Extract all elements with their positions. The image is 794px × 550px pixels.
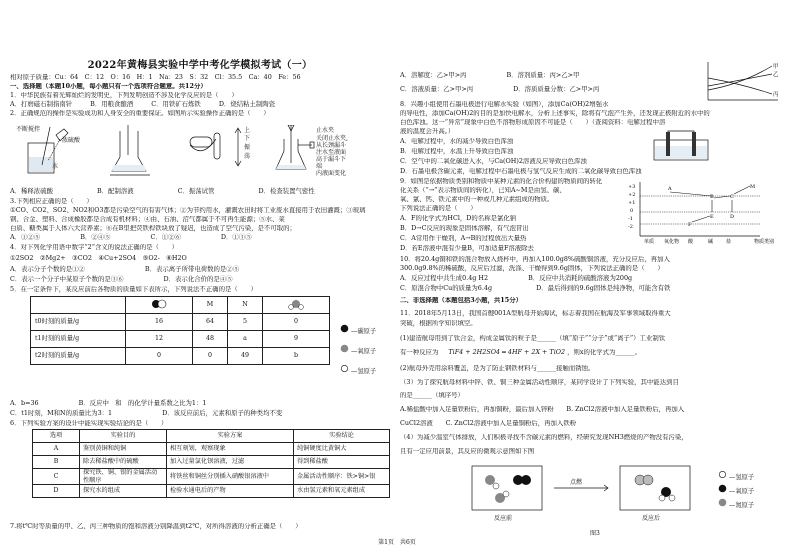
q11-legend-n [718, 498, 754, 512]
reaction-before-label: 反应前 [494, 515, 513, 522]
nitrogen-atom-icon [718, 498, 727, 507]
q11-legend-o [718, 484, 754, 498]
q10-options-ab [400, 275, 784, 283]
reaction-after-label: 反应后 [642, 515, 661, 522]
q5-header-n: N [227, 297, 262, 314]
q9-line-1: 9．如图是依据物质类别和物质中某种元素的化合价构建的物质间的转化 [400, 178, 603, 185]
graph-label-bing: 丙 [773, 92, 779, 98]
q3-option-a: A．①②⑤ [10, 233, 41, 241]
q5-header-row [31, 297, 330, 314]
q11-legend [718, 470, 754, 512]
product-molecules [635, 475, 675, 501]
section-2-heading: 二、非选择题（本题包括3小题，共15分） [400, 297, 522, 304]
q9-option-b: B．D→C反应的现象是固体溶解，有气泡冒出 [400, 225, 529, 232]
shake-figure [180, 125, 264, 185]
valence-tick: -2 [628, 224, 633, 230]
q5-option-d: D．该反应前后，元素和原子的种类均不变 [162, 409, 283, 417]
q10-options-cd [400, 285, 784, 293]
q11-part-2: (2)航母外壳用涂料覆盖，是为了防止钢铁材料与______接触而锈蚀。 [400, 365, 595, 372]
q3-line-3: 白质、糖类属于人体六大营养素；⑥在B里把荧铁桿铁块放了疑迟，也造成了空气污染，是不可取的； [10, 225, 296, 232]
q6-row-d [33, 485, 390, 498]
q11-part-3: （3）为了探究航母材料中锌、铁、铜三种金属活动性顺序，某同学设计了下列实验，其中能达到目 [400, 379, 679, 386]
q8-option-c: C．空气中的二氧化碳进入水，与Ca(OH)2溶液反应导致白色浑浊 [400, 158, 587, 165]
q11-part-1-suffix: ，则x的化学式为______。 [567, 349, 642, 356]
q9-option-d: D．若E溶液中混有少量B，可加适量F溶液除去 [400, 245, 534, 252]
graph-label-yi: 乙 [773, 72, 779, 78]
class-label: 单质 [644, 239, 655, 245]
q1-option-d: D．烧结粘土制陶瓷 [218, 100, 276, 108]
q5-legend-carbon [340, 322, 376, 342]
figure-caption: 图3 [590, 530, 600, 537]
oxygen-atom-icon [718, 484, 727, 493]
valence-class-diagram [626, 178, 778, 248]
q6-cell: 纯铜硬度比黄铜大 [294, 443, 390, 456]
q6-header: 选项 [33, 430, 80, 443]
q3-stem: 3.下列相应正确的是（ ） [10, 198, 93, 205]
q8-line-1: 8．兴趣小组使用石墨电极进行电解水实验（如图），添加Ca(OH)2增强水 [400, 101, 609, 108]
valence-tick: +2 [628, 192, 636, 198]
q11-legend-label: —氢原子 [729, 474, 755, 481]
q2-fig-text-14: 内液面变化 [316, 170, 347, 177]
q8-option-a: A．电解过程中，水的减少导致白色浑浊 [400, 138, 514, 145]
q5-cell: t1时刻的质量/g [31, 331, 126, 348]
q5-legend-label: —碳原子 [351, 328, 377, 335]
q2-fig-text-11: 注水至液面 [316, 149, 347, 156]
q2-fig-text-10: 从长颈漏斗 [316, 142, 347, 149]
class-label: 盐 [726, 239, 732, 245]
q11-part-1-prefix: 有一种反应为 [400, 349, 439, 356]
q2-fig-text-4: 上 [244, 127, 251, 134]
q9-line-2: 化关系（“→”表示物质间的转化），已知A~M是由氢、碳、 [400, 187, 566, 194]
q5-cell: 0 [193, 348, 228, 365]
q11-legend-h [718, 470, 754, 484]
q6-stem: 6．下列实验方案的设计中能实现实验结论的是（ ） [10, 420, 168, 427]
q10-line-1: 10．将20.4g铜和铁的混合物放入烧杯中，再加入100.0g8%硫酸铜溶液，充分反应后，再加入 [400, 256, 670, 263]
q11-part-3c: A.稀盐酸中加入足量铁粉后，再加铜粉，最后加入锌粉 B. ZnCl2溶液中加入足量铁粉后，再加入 [400, 406, 685, 413]
q7-stem: 7.将t℃时等质量的甲、乙、丙三种物质的饱和溶液分别降温到t2℃，对所得溶液的分析正确是（ ） [10, 523, 302, 530]
q5-cell: 16 [126, 314, 193, 331]
q6-header: 实验目的 [80, 430, 167, 443]
q11-part-3b: 的是______（填序号） [400, 392, 464, 399]
q11-part-3d: CuCl2溶液 C. ZnCl2溶液中加入足量铜粉后，再加入铁粉 [400, 420, 577, 427]
q5-legend-hydrogen [340, 362, 376, 382]
carbon-atom-icon [340, 324, 349, 333]
q11-part-1: (1)建造航母用到了钛合金，构成金属钛的粒子是______（填“原子”“分子”或“离子”）工业制钛 [400, 335, 666, 342]
class-label: 碱 [708, 239, 714, 245]
q5-option-b: B．反应中 和 的化学计量系数之比为1：1 [78, 399, 207, 407]
q5-cell: a [227, 331, 262, 348]
q2-fig-text-2: 浓硫酸 [62, 137, 81, 144]
page-title: 2022年黄梅县实验中学中考化学模拟考试（一） [87, 60, 313, 71]
q8-option-d: D．石墨电极含碳元素，电解过程中石墨电极与氢气反应生成的二氧化碳导致白色浑浊 [400, 168, 642, 175]
q2-option-b: B．配制溶液 [96, 187, 134, 195]
q11-part-4b: 且有一定应用前景，其反应的微观示意图如下图 [400, 448, 535, 455]
page-footer: 第1页 共6页 [378, 539, 416, 546]
q4-options-ab [10, 266, 390, 274]
q6-cell: 鉴别黄铜和纯铜 [80, 443, 167, 456]
q2-fig-text-6: 振 [244, 144, 251, 151]
q2-stem: 2．正确规范的操作是实验成功和人身安全的重要保证。如图所示实验操作正确的是（ ） [10, 110, 270, 117]
q3-options [10, 234, 390, 242]
q8-line-3: 白色浑浊。这一“异常”现象中白色不溶物形成原因不可能是（ ）（查阅资料：电解过程中溶 [400, 119, 666, 126]
q2-option-a: A．稀释浓硫酸 [10, 187, 53, 195]
q6-header: 实验方案 [167, 430, 294, 443]
q5-header-m: M [193, 297, 228, 314]
q1-option-a: A．打磨磁石制指南针 [10, 100, 73, 108]
q4-option-d: D．表示化合价的是④⑤ [163, 275, 233, 283]
q6-cell: 水由氢元素和氧元素组成 [294, 485, 390, 498]
q2-fig-text-8: 止水夹 [316, 127, 335, 134]
dilution-figure [16, 125, 86, 185]
q10-option-d: D．最后得到的9.6g固体是纯净物，可能含有铁 [536, 284, 671, 292]
q5-legend-label: —氢原子 [351, 368, 377, 375]
molecule-icon [149, 298, 169, 310]
q9-option-a: A．F的化学式为HCl，D的名称是氯化钠 [400, 215, 517, 222]
molecule-icon [286, 298, 306, 310]
q6-row-a [33, 443, 390, 456]
hydrogen-atom-icon [718, 470, 727, 479]
q11-legend-label: —氮原子 [729, 502, 755, 509]
q6-cell: 探究铁、铜、银的金属活动性顺序 [80, 469, 167, 485]
q6-table [32, 429, 390, 498]
class-label: 物质类别 [754, 239, 775, 245]
q5-legend-label: —氧原子 [351, 348, 377, 355]
q5-stem: 5．在一定条件下，某反应前后各物质的质量如下表所示，下列说法不正确的是（ ） [10, 286, 257, 293]
q2-figures [10, 125, 390, 185]
q10-option-c: C．原混合物中Cu的质量为6.4g [400, 284, 493, 292]
q2-option-d: D．检查装置气密性 [258, 187, 315, 195]
q5-cell: 0 [262, 314, 329, 331]
q2-option-c: C．振荡试管 [177, 187, 215, 195]
q6-header-row [33, 430, 390, 443]
node-label: D [730, 214, 735, 220]
q9-line-4: 下列说法正确的是（ ） [400, 205, 477, 212]
q2-fig-text-1: 不断搅拌 [16, 126, 41, 133]
q5-cell: 12 [126, 331, 193, 348]
q6-header: 实验结论 [294, 430, 390, 443]
q1-option-c: C．用铁矿石炼铁 [151, 100, 201, 108]
atomic-masses: 相对原子质量：Cu：64 C：12 O：16 H：1 Na：23 S：32 Cl：35.5 Ca：40 Fe：56 [10, 74, 301, 81]
q3-line-2: 钢、合金、塑料、合成橡胶都是合成有机材料；④由、石油、沼气都属于不可再生能源；⑤水、菜 [10, 216, 285, 223]
electrolysis-figure [650, 130, 720, 164]
node-label: F [688, 222, 692, 228]
q5-cell: 0 [126, 348, 193, 365]
q5-legend [340, 322, 376, 382]
q6-cell: C [33, 469, 80, 485]
q5-options-ab [10, 400, 390, 408]
q6-row-c [33, 469, 390, 485]
q6-cell: B [33, 456, 80, 469]
q2-fig-text-5: 下 [244, 135, 251, 142]
graph-label-jia: 甲 [773, 64, 779, 70]
q7-option-a: A．溶解度：乙>甲>丙 [400, 71, 467, 79]
q6-cell: 得到稀盐酸 [294, 456, 390, 469]
node-label: A [668, 186, 672, 192]
q5-header-molecule-2 [262, 297, 329, 314]
q11-equation: TiF4 + 2H2SO4 ═ 4HF + 2X + TiO2 [448, 349, 566, 356]
q2-options [10, 188, 390, 196]
q7-option-b: B．溶剂质量：丙>乙>甲 [506, 71, 580, 79]
q5-header-molecule-1 [126, 297, 193, 314]
q4-option-b: B．表示离子所带电荷数的是②⑤ [144, 265, 240, 273]
q7-option-d: D．溶质质量分数：乙>甲>丙 [513, 85, 600, 93]
q2-fig-text-12: 高于漏斗下 [316, 156, 347, 163]
valence-tick: +1 [628, 200, 636, 206]
q8-line-2: 的导电性，添加Ca(OH)2的目的是加快电解水，分析上述事实，除将有气泡产生外，还发现正极附近的水中的 [400, 110, 710, 117]
q6-cell: 加入过量氯化钡溶液，过滤 [167, 456, 294, 469]
q8-option-b: B．电解过程中，水温上升导致白色浑浊 [400, 148, 514, 155]
q5-row-t0 [31, 314, 330, 331]
class-label: 氧化物 [664, 239, 680, 245]
q5-cell: 48 [193, 331, 228, 348]
q9-line-3: 氧、氯、钙、铁元素中的一种或几种元素组成的物质。 [400, 196, 554, 203]
q4-option-a: A．表示分子个数的是①② [10, 265, 85, 273]
q4-stem: 4．对下列化学用语中数字“2”含义的说法正确的是（ ） [10, 244, 179, 251]
q2-fig-text-13: 端 [316, 163, 323, 170]
node-label: M [750, 184, 756, 190]
node-label: E [710, 214, 714, 220]
q11-part-4: （4）为减少温室气体排放，人们积极寻找不含碳元素的燃料，经研究发现NH3燃烧的产物没有污染， [400, 434, 688, 441]
q11-line-2: 突破，根据所学知识填空。 [400, 320, 477, 327]
q11-line-1: 11．2018年5月13日，我国首艘001A型航母开始海试，标志着我国在航海及军事领域取得重大 [400, 310, 671, 317]
q5-table [30, 296, 330, 365]
q4-formula: ①2SO2 ②Mg2+ ③CO2 ④Cu+2SO4 ⑤O2- ⑥H2O [10, 255, 187, 262]
valence-tick: +3 [628, 184, 636, 190]
q5-option-a: A．b=36 [10, 399, 39, 407]
valence-tick: -1 [628, 216, 633, 222]
q11-legend-label: —氧原子 [729, 488, 755, 495]
q6-cell: A [33, 443, 80, 456]
q2-fig-text-7: 荡 [244, 153, 251, 160]
q6-cell: 相互刻划，观察现象 [167, 443, 294, 456]
solubility-graph [702, 60, 780, 104]
q4-options-cd [10, 276, 390, 284]
valence-tick: 0 [630, 208, 634, 214]
q3-line-1: ①CO、CO2、SO2、NO2和O3都是污染空气的有害气体；②为节约用水，灌溉农田时将工业废水直接用于农田灌溉；③玻璃 [10, 207, 366, 214]
q5-cell: b [262, 348, 329, 365]
q5-row-t1 [31, 331, 330, 348]
q9-option-c: C．A常用作干燥剂，A→B的过程放出大量热 [400, 235, 527, 242]
q5-options-cd [10, 410, 390, 418]
oxygen-atom-icon [340, 344, 349, 353]
node-label: B [710, 194, 714, 200]
reaction-condition: 点燃 [570, 479, 583, 486]
reaction-micro-diagram [470, 462, 710, 524]
q6-row-b [33, 456, 390, 469]
q3-option-c: C．①②⑥ [150, 233, 181, 241]
q1-options [10, 101, 390, 109]
q5-row-t2 [31, 348, 330, 365]
class-label: 酸 [688, 239, 694, 245]
q10-line-2: 300.0g9.8%的稀硫酸，反应后过滤，洗涤、干燥得到9.6g固体，下列说法正确的是（ ） [400, 265, 664, 272]
q6-cell: 将铁丝和铜丝分别插入硝酸银溶液中 [167, 469, 294, 485]
solution-figure [100, 125, 170, 185]
q5-option-c: C．t1时刻，M和N的质量比为3：1 [10, 409, 113, 417]
section-1-heading: 一、选择题（本题10小题，每小题只有一个选项符合题意。共12分） [10, 83, 207, 90]
q6-cell: 检验水通电后的产物 [167, 485, 294, 498]
q6-cell: 探究水的组成 [80, 485, 167, 498]
q3-option-b: B．②④⑤ [80, 233, 111, 241]
q5-legend-oxygen [340, 342, 376, 362]
q5-cell: t0时刻的质量/g [31, 314, 126, 331]
q5-cell: 5 [227, 314, 262, 331]
q8-line-4: 液的温度会升高。） [400, 128, 455, 135]
q11-part-1-equation-line [400, 349, 784, 357]
q3-option-d: D．①③⑤ [220, 233, 252, 241]
q7-option-c: C．溶液质量：乙>甲>丙 [400, 85, 474, 93]
q5-cell: 9 [262, 331, 329, 348]
reactant-molecules [485, 475, 531, 503]
q5-cell: 64 [193, 314, 228, 331]
hydrogen-atom-icon [340, 364, 349, 373]
q10-option-a: A．反应过程中共生成0.4g H2 [400, 274, 489, 282]
node-label: C [730, 194, 734, 200]
q2-fig-text-3: 水 [52, 163, 59, 170]
q6-cell: D [33, 485, 80, 498]
q5-cell: 49 [227, 348, 262, 365]
q1-stem: 1．中华民族有着光辉灿烂的发明史，下列发明创造不涉及化学反应的是（ ） [10, 92, 238, 99]
q5-cell: t2时刻的质量/g [31, 348, 126, 365]
q6-cell: 除去稀盐酸中的硫酸 [80, 456, 167, 469]
q5-header-empty [31, 297, 126, 314]
q2-fig-text-9: 关闭止水夹, [316, 135, 348, 142]
q4-option-c: C．表示一个分子中某原子个数的是③⑥ [10, 275, 124, 283]
q1-option-b: B．用粮食酿酒 [90, 100, 134, 108]
q6-cell: 金属活动性顺序：铁>铜>银 [294, 469, 390, 485]
q10-option-b: B．反应中共消耗的硫酸溶液为200g [528, 274, 633, 282]
